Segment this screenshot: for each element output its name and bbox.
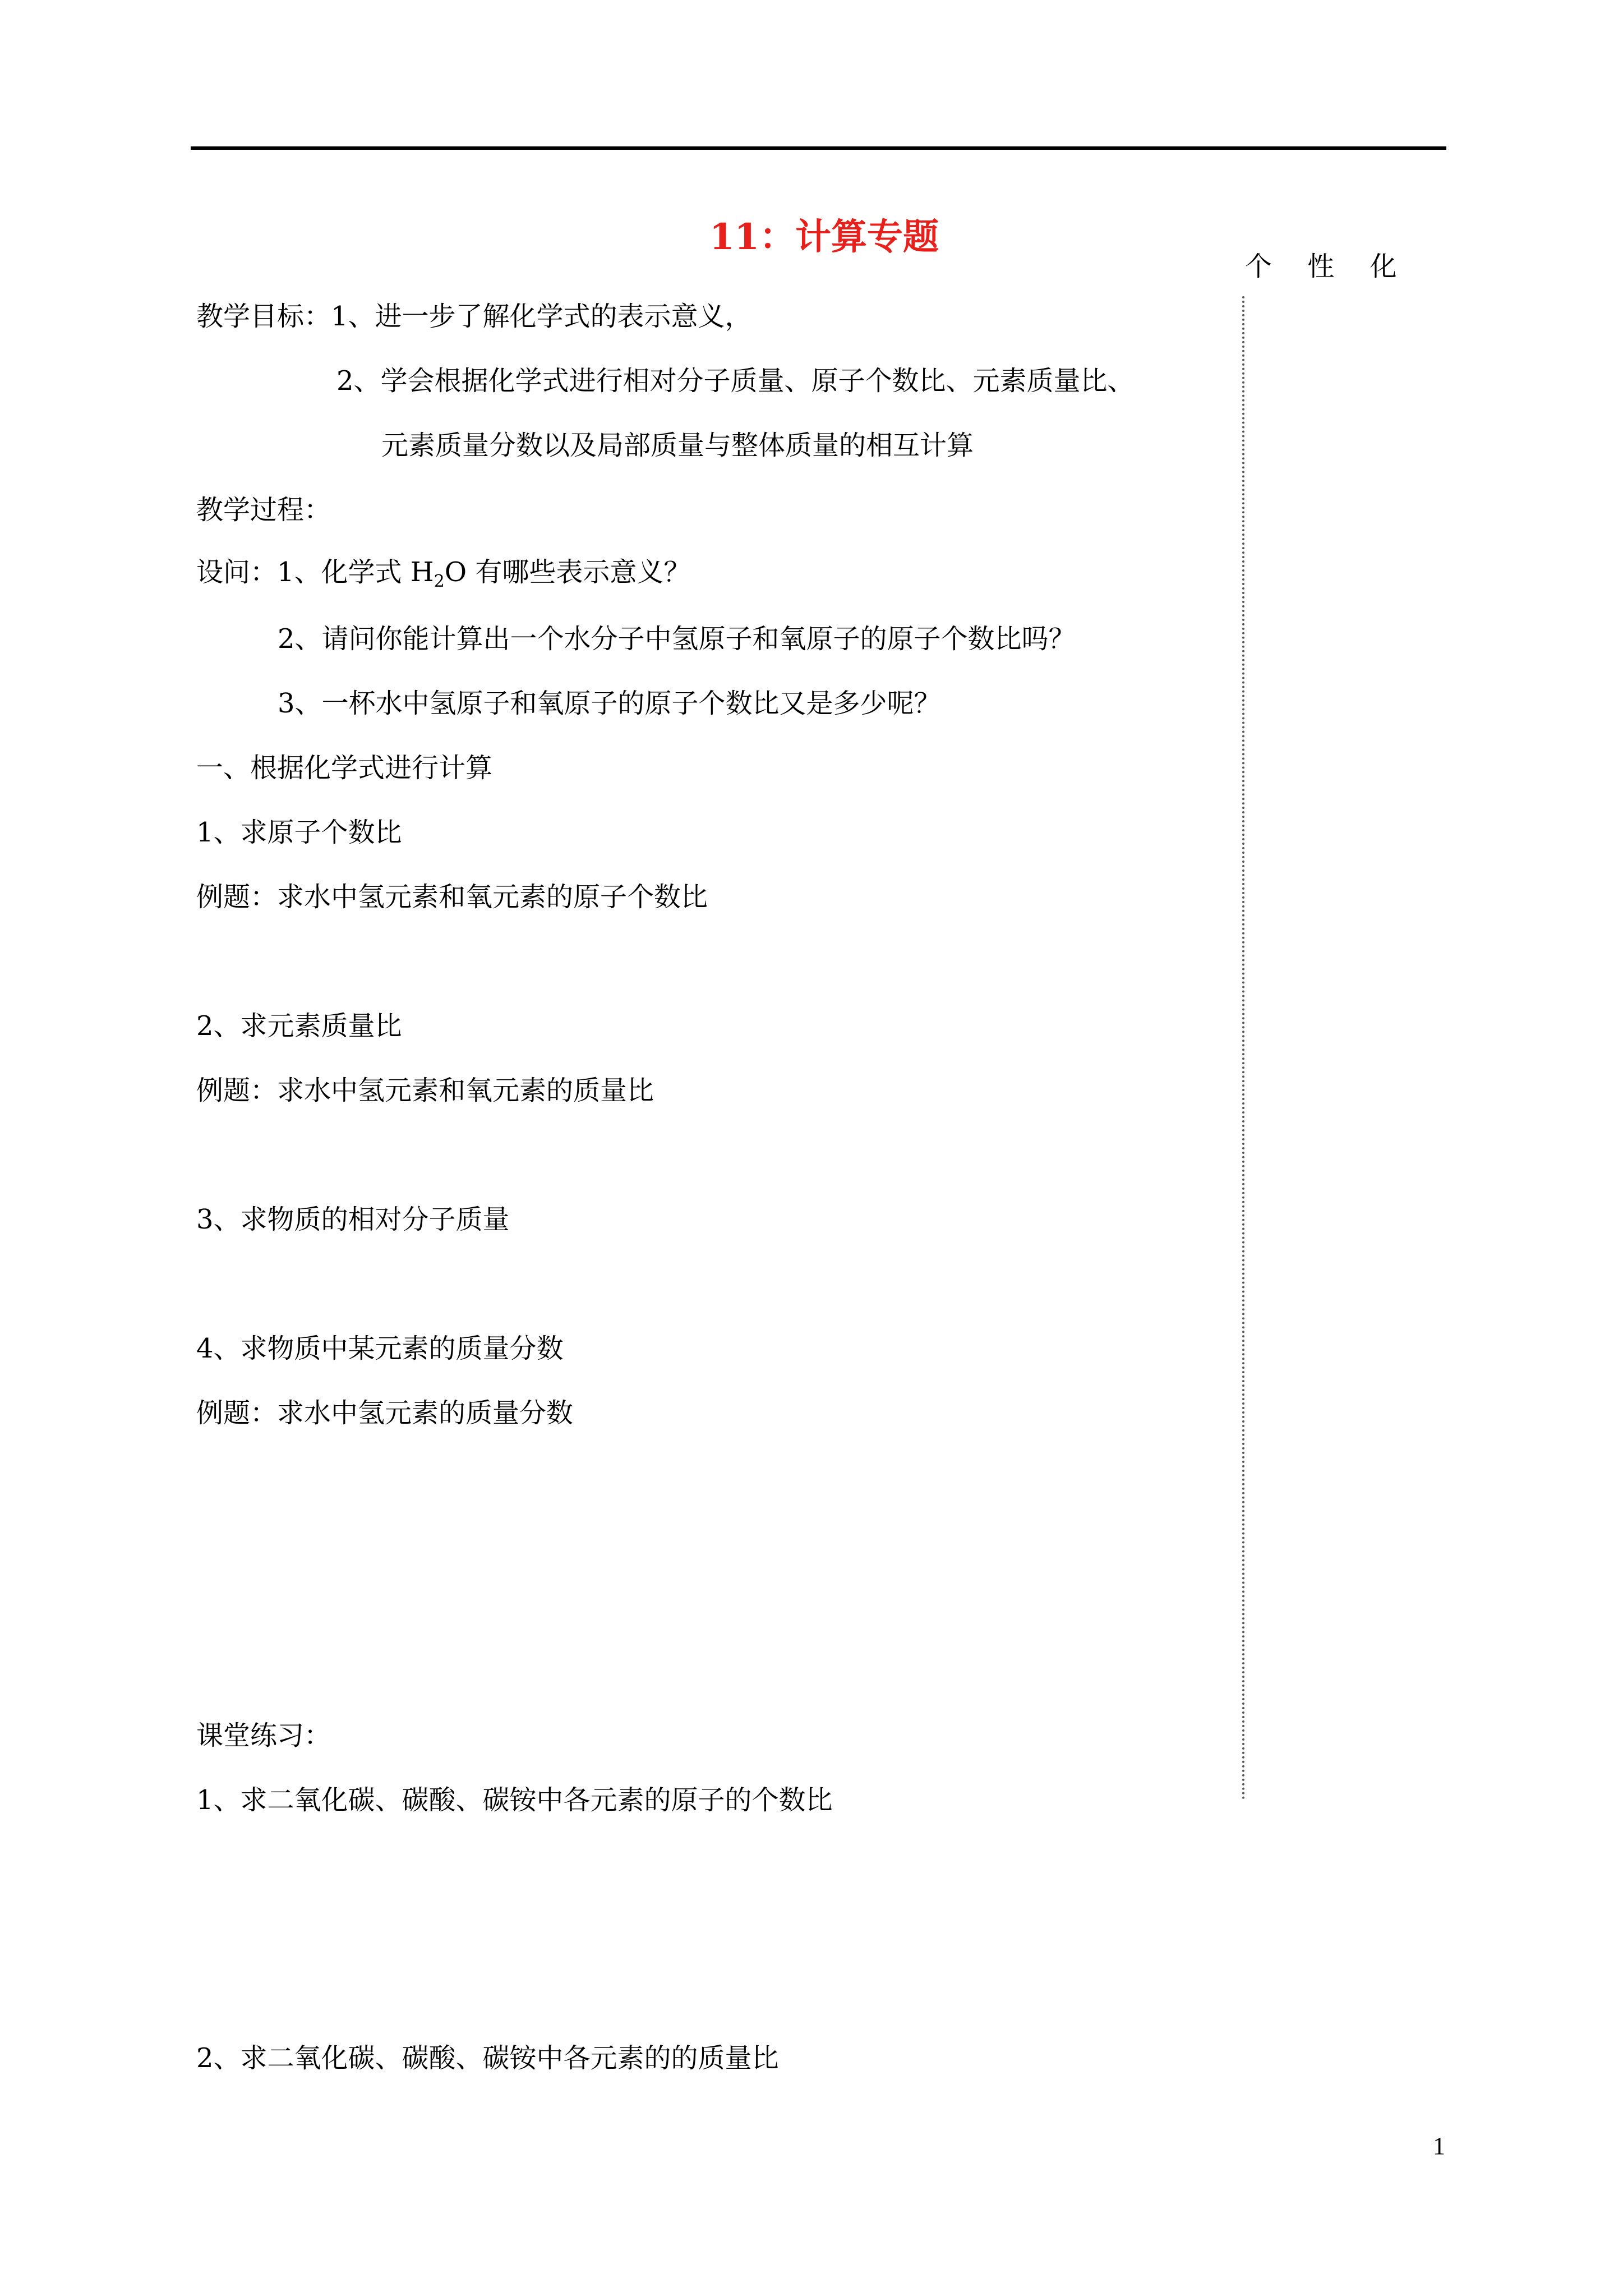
question-1-text-end: O 有哪些表示意义？: [444, 556, 691, 588]
example-2: 例题：求水中氢元素和氧元素的质量比: [196, 1075, 654, 1106]
page-title: 11：计算专题: [709, 216, 939, 258]
question-1-subscript: 2: [434, 572, 445, 591]
question-1: [196, 553, 690, 592]
goal-line-3: 元素质量分数以及局部质量与整体质量的相互计算: [381, 430, 974, 461]
practice-2: 2、求二氧化碳、碳酸、碳铵中各元素的的质量比: [196, 2042, 779, 2074]
section-1-heading: 一、根据化学式进行计算: [196, 752, 493, 784]
example-1: 例题：求水中氢元素和氧元素的原子个数比: [196, 881, 708, 913]
side-column-label: 个 性 化: [1245, 251, 1410, 282]
item-2-mass-ratio: 2、求元素质量比: [196, 1010, 402, 1042]
item-1-atom-ratio: 1、求原子个数比: [196, 817, 402, 848]
header-rule: [191, 146, 1446, 150]
page-number: 1: [1433, 2132, 1445, 2160]
question-3: 3、一杯水中氢原子和氧原子的原子个数比又是多少呢？: [278, 688, 941, 719]
practice-heading: 课堂练习：: [196, 1720, 331, 1751]
item-3-molecular-mass: 3、求物质的相对分子质量: [196, 1204, 510, 1235]
practice-1: 1、求二氧化碳、碳酸、碳铵中各元素的原子的个数比: [196, 1784, 833, 1816]
process-heading: 教学过程：: [196, 494, 331, 526]
question-1-text: 设问：1、化学式 H: [196, 556, 434, 588]
goal-line-1: 教学目标：1、进一步了解化学式的表示意义，: [196, 301, 752, 332]
goal-line-2: 2、学会根据化学式进行相对分子质量、原子个数比、元素质量比、: [336, 365, 1135, 397]
example-4: 例题：求水中氢元素的质量分数: [196, 1397, 574, 1429]
side-column-divider: [1242, 296, 1244, 1801]
item-4-mass-fraction: 4、求物质中某元素的质量分数: [196, 1333, 564, 1364]
question-2: 2、请问你能计算出一个水分子中氢原子和氧原子的原子个数比吗？: [278, 623, 1076, 655]
